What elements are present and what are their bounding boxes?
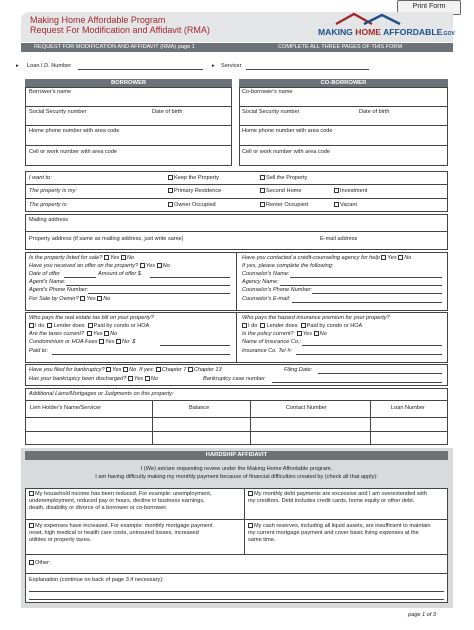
subheader-right: COMPLETE ALL THREE PAGES OF THIS FORM — [278, 44, 403, 50]
insurance-tel-label: Insurance Co. Tel #: — [242, 348, 292, 354]
agent-name-label: Agent's Name: — [29, 279, 66, 285]
policy-current-question: Is the policy current? Yes No — [242, 331, 327, 337]
filing-date-field[interactable] — [318, 373, 442, 374]
page-number: page 1 of 3 — [408, 612, 436, 618]
second-home-checkbox[interactable]: Second Home — [260, 188, 301, 195]
coborrower-ssn-field[interactable]: Social Security number — [242, 109, 300, 115]
insurance-who-pays: Who pays the hazard insurance premium for your property? — [242, 315, 390, 321]
primary-residence-checkbox[interactable]: Primary Residence — [168, 188, 221, 195]
borrower-cell-phone-field[interactable]: Cell or work number with area code — [29, 149, 117, 155]
loan-id-field[interactable] — [78, 69, 203, 70]
date-offer-field[interactable] — [64, 277, 96, 278]
reason-excessive-debt[interactable]: My monthly debt payments are excessive and I am overextended with my creditors. Debt includes credit cards, home equity or other debt. — [248, 491, 427, 504]
condo-fees-question: Condominium or HOA Fees Yes No $ — [29, 339, 136, 345]
loan-id-arrow-icon: ▸ — [16, 63, 19, 69]
property-status-label: The property is: — [29, 202, 68, 208]
house-logo-icon — [334, 12, 408, 26]
amount-offer-label: Amount of offer $ — [98, 271, 141, 277]
reason-income-reduced[interactable]: My household income has been reduced. For example: unemployment, underemployment, reduced pay or hours, decline in business earnings, death, disability or divorce of a borrower or co-borrower. — [29, 491, 212, 511]
agency-name-field[interactable] — [280, 285, 442, 286]
agent-phone-label: Agent's Phone Number: — [29, 287, 89, 293]
counseling-question: Have you contacted a credit-counseling agency for help Yes No — [242, 255, 412, 261]
email-field[interactable]: E-mail address — [320, 236, 358, 242]
lien-col-loan: Loan Number — [391, 405, 425, 411]
property-box — [25, 171, 448, 212]
servicer-arrow-icon: ▸ — [212, 63, 215, 69]
tax-payer-options[interactable]: I do Lender does Paid by condo or HOA — [29, 323, 149, 330]
owner-occupied-checkbox[interactable]: Owner Occupied — [168, 202, 216, 209]
investment-checkbox[interactable]: Investment — [334, 188, 367, 195]
reason-cash-reserves[interactable]: My cash reserves, including all liquid assets, are insufficient to maintain my current mortgage payment and cover basic living expenses at the same time. — [248, 523, 431, 543]
counselor-phone-field[interactable] — [312, 293, 442, 294]
keep-property-checkbox[interactable]: Keep the Property — [168, 175, 219, 182]
counselor-email-field[interactable] — [292, 302, 442, 303]
date-offer-label: Date of offer — [29, 271, 60, 277]
borrower-home-phone-field[interactable]: Home phone number with area code — [29, 128, 120, 134]
header-title: Making Home Affordable Program — [30, 15, 166, 25]
counseling-if-yes: If yes, please complete the following: — [242, 263, 334, 269]
borrower-ssn-field[interactable]: Social Security number — [29, 109, 87, 115]
agent-name-field[interactable] — [66, 285, 230, 286]
counselor-email-label: Counselor's E-mail: — [242, 296, 291, 302]
insurance-payer-options[interactable]: I do Lender does Paid by condo or HOA — [242, 323, 362, 330]
amount-offer-field[interactable] — [150, 277, 230, 278]
coborrower-dob-field[interactable]: Date of birth — [359, 109, 390, 115]
lien-col-balance: Balance — [189, 405, 210, 411]
filing-date-label: Filing Date: — [284, 367, 313, 373]
explanation-line-1[interactable] — [29, 591, 444, 592]
explanation-label: Explanation (continue on back of page 3 if necessary): — [29, 577, 164, 583]
header-subtitle: Request For Modification and Affidavit (RMA) — [30, 25, 210, 35]
hardship-intro-1: I (We) am/are requesting review under the Making Home Affordable program. — [140, 466, 333, 472]
bankruptcy-filed-question: Have you filed for bankruptcy? Yes No If yes: Chapter 7 Chapter 13 — [29, 367, 222, 373]
paid-to-field[interactable] — [52, 354, 230, 355]
insurance-name-label: Name of Insurance Co.: — [242, 339, 302, 345]
listed-for-sale-question: Is the property listed for sale? Yes No — [29, 255, 135, 261]
vacant-checkbox[interactable]: Vacant — [334, 202, 357, 209]
agency-name-label: Agency Name: — [242, 279, 279, 285]
tax-who-pays: Who pays the real estate tax bill on your property? — [29, 315, 154, 321]
counselor-name-field[interactable] — [290, 277, 442, 278]
borrower-name-field[interactable]: Borrower's name — [29, 89, 72, 95]
mailing-address-field[interactable]: Mailing address — [29, 217, 69, 223]
case-number-field[interactable] — [272, 382, 442, 383]
fsbo-question: For Sale by Owner? Yes No — [29, 296, 111, 302]
taxes-current-question: Are the taxes current? Yes No — [29, 331, 118, 337]
property-is-label: The property is my: — [29, 188, 77, 194]
liens-title: Additional Liens/Mortgages or Judgments on this property: — [29, 391, 174, 397]
print-form-button[interactable]: Print Form — [397, 0, 461, 15]
paid-to-label: Paid to: — [29, 348, 48, 354]
borrower-dob-field[interactable]: Date of birth — [152, 109, 183, 115]
borrower-header: BORROWER — [25, 79, 232, 87]
lien-col-holder: Lien Holder's Name/Servicer — [30, 405, 102, 411]
coborrower-header: CO-BORROWER — [239, 79, 448, 87]
hardship-intro-2: I am having difficulty making my monthly payment because of financial difficulties created by (check all that apply): — [95, 474, 378, 480]
servicer-label: Servicer — [221, 63, 242, 69]
hardship-header: HARDSHIP AFFIDAVIT — [25, 451, 448, 460]
case-number-label: Bankruptcy case number — [203, 376, 265, 382]
coborrower-home-phone-field[interactable]: Home phone number with area code — [242, 128, 333, 134]
coborrower-cell-phone-field[interactable]: Cell or work number with area code — [242, 149, 330, 155]
condo-fees-field[interactable] — [160, 345, 230, 346]
lien-col-contact: Contact Number — [286, 405, 327, 411]
bankruptcy-discharged-question: Has your bankruptcy been discharged? Yes No — [29, 376, 158, 382]
want-label: I want to: — [29, 175, 52, 181]
property-address-field[interactable]: Property address (if same as mailing address, just write same) — [29, 236, 184, 242]
offer-received-question: Have you received an offer on the property? Yes No — [29, 263, 170, 269]
loan-id-label: Loan I.D. Number — [27, 63, 72, 69]
insurance-tel-field[interactable] — [296, 354, 442, 355]
counselor-name-label: Counselor's Name: — [242, 271, 290, 277]
sell-property-checkbox[interactable]: Sell the Property — [260, 175, 307, 182]
servicer-field[interactable] — [246, 69, 369, 70]
subheader-left: REQUEST FOR MODIFICATION AND AFFIDAVIT (RMA) page 1 — [34, 44, 195, 50]
reason-expenses-increased[interactable]: My expenses have increased. For example: monthly mortgage payment reset, high medical or health care costs, uninsured losses, increased utilities or property taxes. — [29, 523, 213, 543]
renter-occupied-checkbox[interactable]: Renter Occupied — [260, 202, 308, 209]
reason-other[interactable]: Other: — [29, 560, 51, 567]
coborrower-name-field[interactable]: Co-borrower's name — [242, 89, 293, 95]
explanation-line-2[interactable] — [29, 599, 444, 600]
counselor-phone-label: Counselor's Phone Number: — [242, 287, 313, 293]
logo-wordmark: MAKING HOME AFFORDABLE.GOV — [318, 27, 455, 37]
insurance-name-field[interactable] — [302, 345, 442, 346]
address-box — [25, 214, 448, 250]
agent-phone-field[interactable] — [88, 293, 230, 294]
